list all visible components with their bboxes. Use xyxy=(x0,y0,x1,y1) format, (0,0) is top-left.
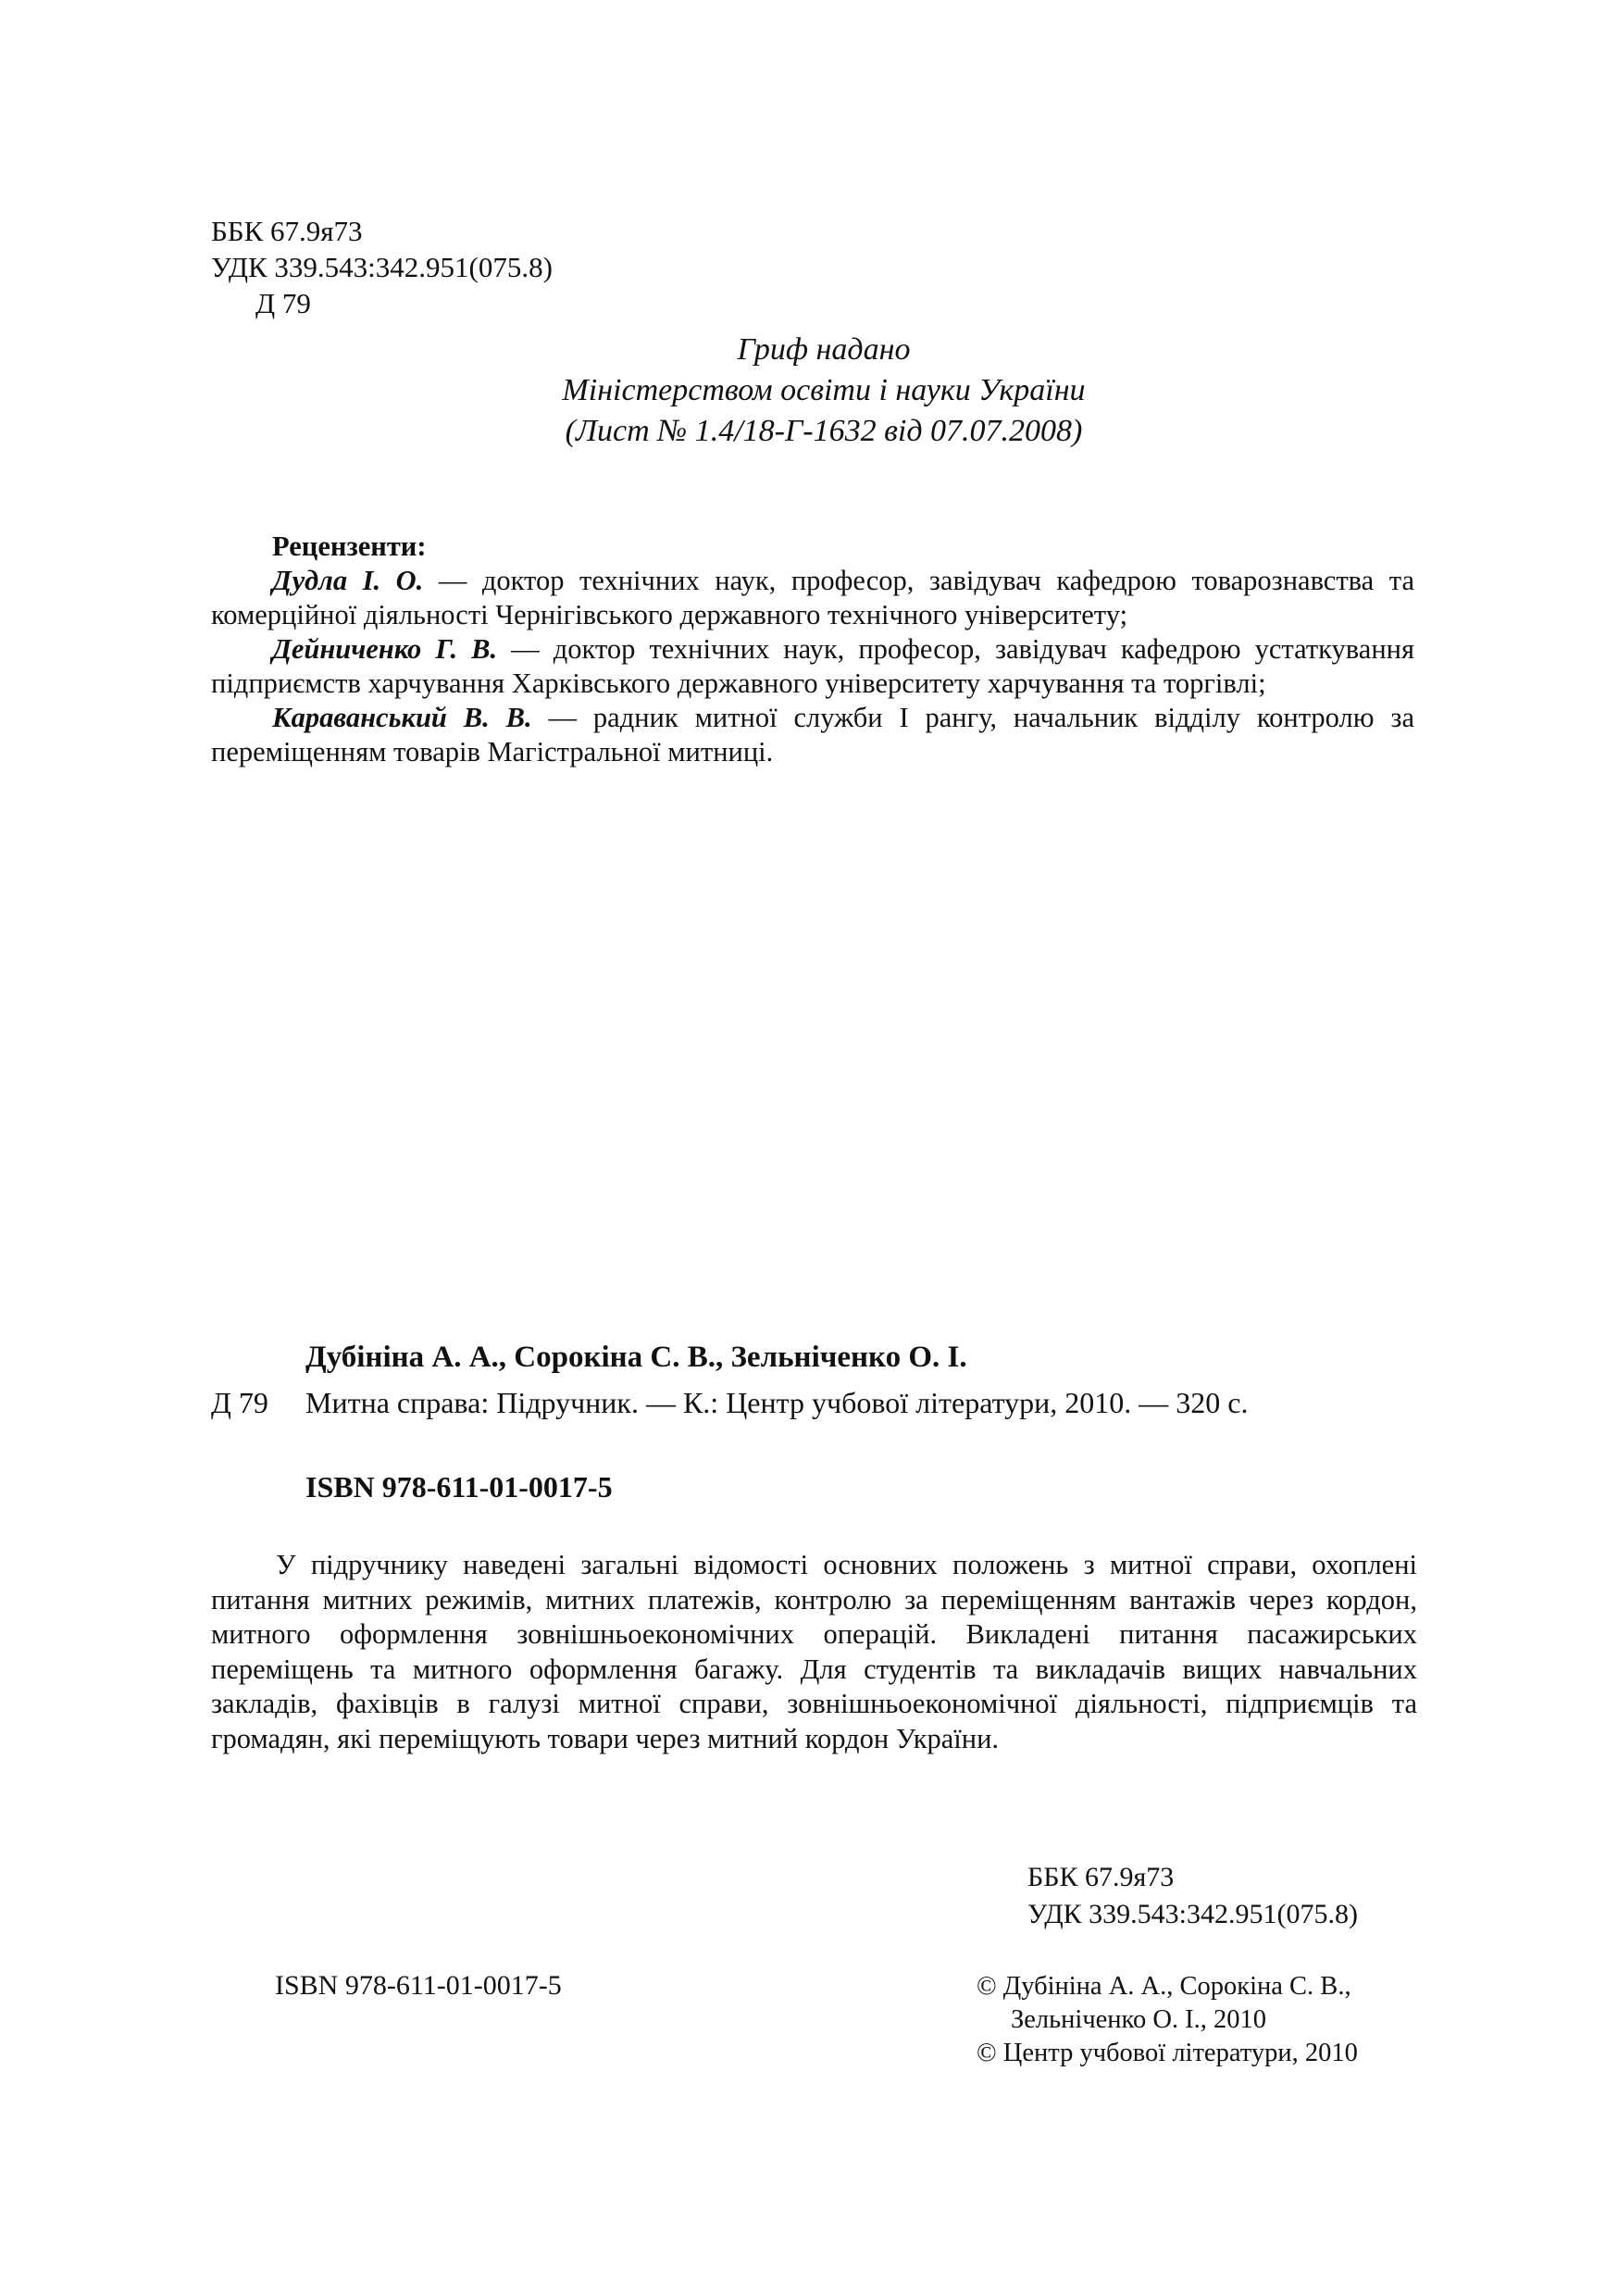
bibliographic-description: Митна справа: Підручник. — К.: Центр учбової літератури, 2010. — 320 с. xyxy=(305,1386,1249,1419)
udk-code: УДК 339.543:342.951(075.8) xyxy=(1027,1899,1358,1929)
reviewer-item xyxy=(211,632,1414,701)
grif-title: Гриф надано xyxy=(737,332,911,367)
reviewer-item xyxy=(211,564,1414,632)
reviewer-item xyxy=(211,701,1414,769)
reviewer-name: Дудла І. О. xyxy=(272,565,424,596)
bbk-code: ББК 67.9я73 xyxy=(1027,1862,1175,1892)
isbn-bottom: ISBN 978-611-01-0017-5 xyxy=(275,1970,562,2001)
copyright-authors-cont: Зельніченко О. І., 2010 xyxy=(1011,2005,1267,2034)
grif-ministry: Міністерством освіти і науки України xyxy=(562,373,1086,407)
book-author-sign: Д 79 xyxy=(211,1386,268,1419)
classification-bottom xyxy=(1027,1859,1358,1933)
reviewers-section xyxy=(211,530,1414,769)
reviewer-description: — доктор технічних наук, професор, завідувач кафедрою устаткування підприємств харчування Харківського державного університету харчування та торгівлі; xyxy=(211,633,1414,699)
reviewers-heading: Рецензенти: xyxy=(272,530,427,562)
classification-top xyxy=(211,213,553,321)
book-authors: Дубініна А. А., Сорокіна С. В., Зельніченко О. І. xyxy=(305,1341,967,1374)
annotation-paragraph: У підручнику наведені загальні відомості основних положень з митної справи, охоплені питання митних режимів, митних платежів, контролю за переміщенням вантажів через кордон, митного оформлення зовнішньоекономічних операцій. Викладені питання пасажирських переміщень та митного оформлення багажу. Для студентів та викладачів вищих навчальних закладів, фахівців в галузі митної справи, зовнішньоекономічної діяльності, підприємців та громадян, які переміщують товари через митний кордон України. xyxy=(211,1549,1417,1754)
bbk-code: ББК 67.9я73 xyxy=(211,215,363,247)
reviewer-description: — доктор технічних наук, професор, завідувач кафедрою товарознавства та комерційної діяльності Чернігівського державного технічного університету; xyxy=(211,565,1414,630)
reviewer-description: — радник митної служби І рангу, начальник відділу контролю за переміщенням товарів Магістральної митниці. xyxy=(211,702,1414,767)
copyright-block xyxy=(977,1970,1358,2070)
author-sign-code: Д 79 xyxy=(255,287,311,319)
copyright-authors: © Дубініна А. А., Сорокіна С. В., xyxy=(977,1972,1351,2001)
reviewer-name: Дейниченко Г. В. xyxy=(272,633,498,665)
copyright-publisher: © Центр учбової літератури, 2010 xyxy=(977,2039,1358,2067)
grif-letter: (Лист № 1.4/18-Г-1632 від 07.07.2008) xyxy=(565,414,1083,448)
udk-code: УДК 339.543:342.951(075.8) xyxy=(211,251,553,283)
isbn-main: ISBN 978-611-01-0017-5 xyxy=(305,1470,613,1504)
ministry-approval-stamp xyxy=(481,330,1166,452)
reviewer-name: Караванський В. В. xyxy=(272,702,532,733)
